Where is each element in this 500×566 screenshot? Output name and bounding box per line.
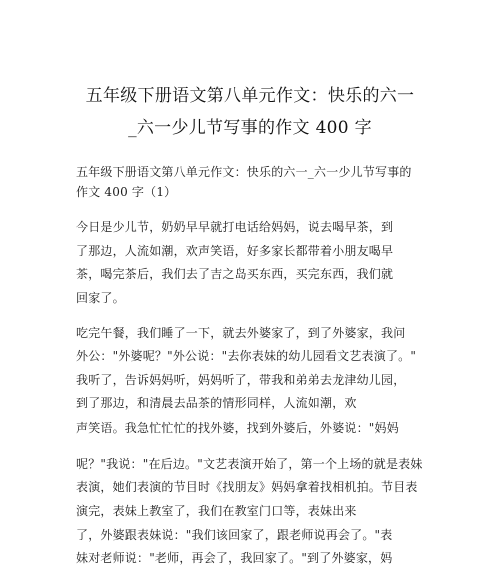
paragraph-line: 表演，她们表演的节目时《找朋友》妈妈拿着找相机拍。节目表: [76, 480, 418, 494]
paragraph-line: 今日是少儿节，奶奶早早就打电话给妈妈，说去喝早茶，到: [76, 220, 394, 234]
paragraph-line: 回家了。: [76, 291, 125, 305]
document-title-line-1: 五年级下册语文第八单元作文：快乐的六一: [85, 86, 415, 106]
subtitle-line-2: 作文 400 字（1）: [76, 185, 177, 199]
paragraph-line: 声笑语。我急忙忙忙的找外婆，找到外婆后，外婆说："妈妈: [76, 421, 399, 435]
paragraph-line: 吃完午餐，我们睡了一下，就去外婆家了，到了外婆家，我问: [76, 326, 406, 340]
paragraph-line: 外公："外婆呢？"外公说："去你表妹的幼儿园看文艺表演了。": [76, 349, 417, 363]
paragraph-line: 演完，表妹上教室了，我们在教室门口等，表妹出来: [76, 504, 357, 518]
subtitle-line-1: 五年级下册语文第八单元作文：快乐的六一_六一少儿节写事的: [76, 165, 412, 179]
document-title-line-2: _六一少儿节写事的作文 400 字: [128, 118, 372, 138]
paragraph-line: 茶，喝完茶后，我们去了吉之岛买东西，买完东西，我们就: [76, 267, 394, 281]
paragraph-line: 我听了，告诉妈妈听，妈妈听了，带我和弟弟去龙津幼儿园，: [76, 373, 406, 387]
paragraph-line: 到了那边，和清晨去品茶的情形同样，人流如潮，欢: [76, 396, 357, 410]
paragraph-line: 呢？"我说："在后边。"文艺表演开始了，第一个上场的就是表妹: [76, 457, 423, 471]
paragraph-line: 了那边，人流如潮，欢声笑语，好多家长都带着小朋友喝早: [76, 244, 394, 258]
paragraph-line: 妹对老师说："老师，再会了，我回家了。"到了外婆家，妈: [76, 551, 393, 565]
paragraph-line: 了，外婆跟表妹说："我们该回家了，跟老师说再会了。"表: [76, 528, 393, 542]
